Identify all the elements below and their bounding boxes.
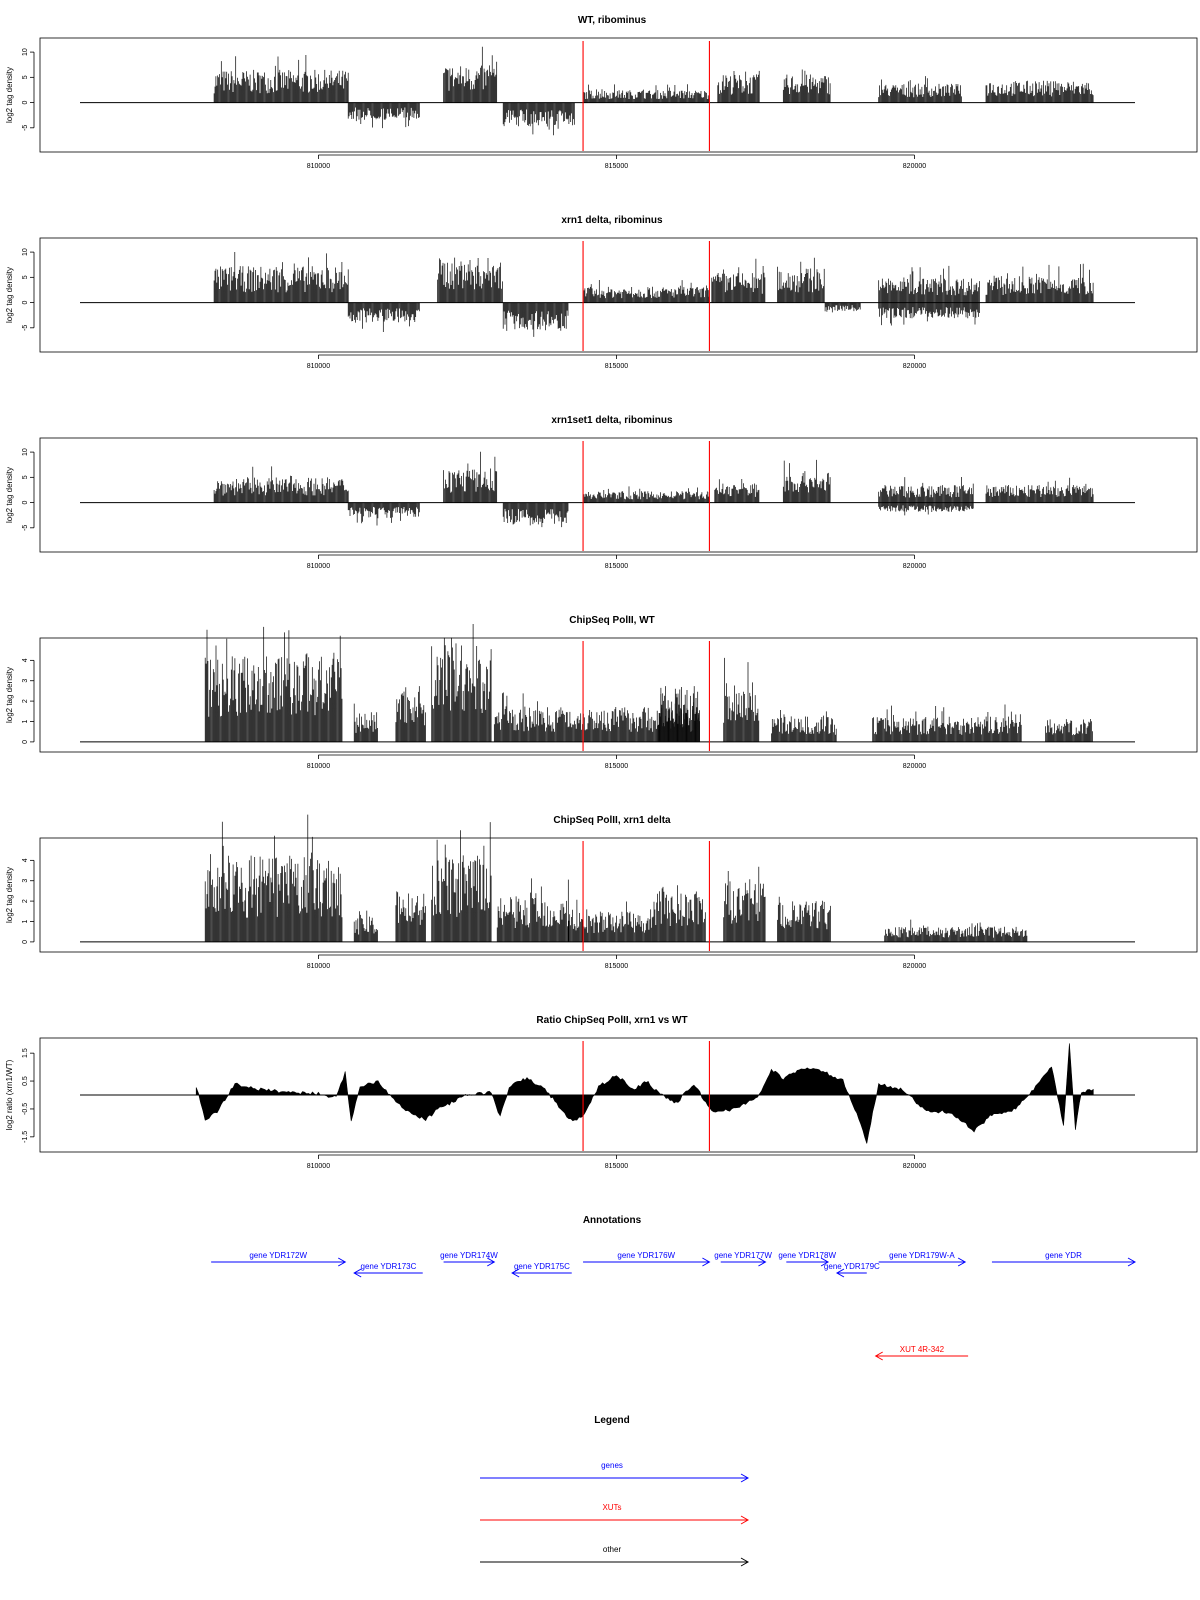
y-tick-label: 10 [22,48,29,56]
y-tick-label: 5 [22,475,29,480]
signal-bars [396,891,426,942]
panel-title: WT, ribominus [577,15,647,26]
panel-chipseq-polii-wt [5,615,1197,770]
x-tick-label: 810000 [306,363,331,370]
legend-item [480,1503,748,1524]
x-tick-label: 815000 [604,963,629,970]
x-tick-label: 815000 [604,1163,629,1170]
y-tick-label: 1 [22,719,29,724]
signal-bars [724,867,765,942]
signal-bars [771,710,836,742]
signal-bars [503,303,568,337]
plot-area [80,241,1135,351]
signal-segment [777,258,824,303]
signal-segment [503,103,574,136]
signal-bars [503,503,568,527]
signal-segment [503,503,568,527]
annotation-feature [714,1251,772,1266]
legend-label: other [602,1545,622,1554]
feature-label: gene YDR [1045,1251,1082,1260]
y-axis [22,1048,34,1143]
signal-segment [432,624,491,742]
panel-title: Ratio ChipSeq PolII, xrn1 vs WT [536,1015,688,1026]
x-tick-label: 815000 [604,163,629,170]
annotation-tracks [211,1251,1135,1360]
y-tick-label: 0 [22,939,29,944]
y-tick-label: 5 [22,75,29,80]
signal-segment [214,466,348,502]
signal-bars [783,70,830,103]
signal-bars [879,76,962,103]
y-tick-label: 2 [22,899,29,904]
signal-bars [497,878,568,942]
y-axis [22,48,34,131]
signal-bars [348,503,419,526]
annotation-feature [876,1345,968,1360]
signal-segment [718,71,759,103]
annotation-feature [512,1262,572,1277]
panel-title: ChipSeq PolII, WT [569,615,655,626]
signal-segment [348,503,419,526]
signal-bars [503,103,574,136]
feature-label: gene YDR173C [360,1262,417,1271]
plot-area [80,441,1135,551]
signal-bars [986,264,1093,303]
signal-segment [724,867,765,942]
legend-item [480,1461,748,1482]
signal-bars [205,627,342,742]
plot-area [80,624,1135,751]
x-tick-label: 820000 [902,563,927,570]
panel-title: xrn1set1 delta, ribominus [551,415,673,426]
signal-segment [214,252,348,303]
signal-bars [825,303,860,313]
signal-segment [354,704,377,742]
y-axis-label: log2 tag density [5,466,14,524]
signal-segment [658,686,699,742]
x-axis [307,555,927,570]
x-tick-label: 820000 [902,363,927,370]
signal-segment [348,103,419,129]
signal-bars [583,486,709,502]
x-tick-label: 810000 [306,1163,331,1170]
x-axis [307,1155,927,1170]
signal-segment [652,885,705,942]
panel-title: xrn1 delta, ribominus [561,215,663,226]
signal-segment [1046,719,1093,742]
signal-bars [569,900,652,942]
annotation-feature [824,1262,880,1277]
y-tick-label: 0.5 [22,1076,29,1086]
signal-segment [724,658,759,742]
y-axis [22,248,34,331]
x-tick-label: 820000 [902,963,927,970]
y-tick-label: 0 [22,739,29,744]
signal-segment [444,452,497,503]
signal-bars [432,822,491,942]
y-tick-label: 10 [22,248,29,256]
feature-label: gene YDR178W [778,1251,837,1260]
legend-item [480,1545,748,1566]
ratio-area [196,1043,1093,1143]
signal-segment [205,815,342,942]
legend-label: XUTs [602,1503,622,1512]
panel-ratio-chipseq [5,1015,1197,1170]
panel-xrn1set1-delta-ribominus [5,415,1197,570]
feature-label: gene YDR179C [823,1262,880,1271]
signal-bars [444,47,497,103]
signal-bars [205,815,342,942]
signal-segment [396,891,426,942]
y-tick-label: 1 [22,919,29,924]
signal-segment [354,911,377,942]
y-tick-label: 2 [22,699,29,704]
signal-segment [583,486,709,502]
y-tick-label: 5 [22,275,29,280]
signal-bars [885,920,1027,942]
feature-label: gene YDR174W [440,1251,498,1260]
y-axis [22,858,34,944]
signal-segment [986,81,1093,103]
signal-segment [583,280,709,303]
x-tick-label: 815000 [604,763,629,770]
signal-segment [583,84,709,102]
y-tick-label: 0 [22,300,29,305]
x-axis [307,155,927,170]
signal-bars [715,479,759,503]
signal-bars [783,460,830,503]
signal-bars [724,658,759,742]
y-axis-label: log2 tag density [5,666,14,724]
signal-segment [444,47,497,103]
signal-bars [658,686,699,742]
signal-bars [396,686,426,742]
signal-bars [444,452,497,503]
signal-bars [986,81,1093,103]
signal-bars [712,259,765,303]
signal-segment [873,705,1022,742]
y-tick-label: 4 [22,658,29,663]
y-tick-label: 10 [22,448,29,456]
y-tick-label: -0.5 [22,1102,29,1115]
signal-segment [438,258,503,303]
signal-segment [986,478,1093,503]
feature-label: gene YDR176W [617,1251,676,1260]
signal-segment [885,920,1027,942]
feature-label: gene YDR172W [249,1251,308,1260]
panel-title: ChipSeq PolII, xrn1 delta [553,815,671,826]
x-tick-label: 810000 [306,763,331,770]
signal-bars [718,71,759,103]
signal-segment [986,264,1093,303]
y-axis-label: log2 ratio (xrn1/WT) [5,1059,14,1131]
signal-bars [583,280,709,303]
signal-bars [1046,719,1093,742]
x-tick-label: 820000 [902,763,927,770]
x-tick-label: 815000 [604,563,629,570]
signal-bars [652,885,705,942]
signal-segment [503,303,568,337]
y-tick-label: -1.5 [22,1130,29,1143]
signal-segment [712,259,765,303]
annotations-title: Annotations [582,1215,642,1226]
signal-segment [396,686,426,742]
x-tick-label: 820000 [902,163,927,170]
signal-segment [879,503,974,516]
y-tick-label: -5 [22,324,29,331]
signal-bars [354,704,377,742]
signal-bars [777,897,830,942]
signal-segment [879,303,980,326]
x-tick-label: 815000 [604,363,629,370]
legend-panel [480,1415,748,1566]
annotation-feature [992,1251,1135,1266]
plot-area [80,1041,1135,1151]
signal-segment [348,303,419,332]
signal-bars [214,466,348,502]
signal-segment [432,822,491,942]
x-tick-label: 810000 [306,963,331,970]
legend-label: genes [601,1461,623,1470]
annotation-feature [211,1251,345,1266]
y-tick-label: 1.5 [22,1048,29,1059]
signal-segment [497,878,568,942]
legend-title: Legend [594,1415,630,1426]
y-tick-label: -5 [22,124,29,131]
x-axis [307,755,927,770]
annotation-feature [354,1262,423,1277]
plot-area [80,41,1135,151]
signal-bars [214,252,348,303]
y-axis-label: log2 tag density [5,66,14,124]
x-axis [307,955,927,970]
signal-segment [879,266,980,303]
plot-area [80,815,1135,951]
feature-label: XUT 4R-342 [899,1345,945,1354]
y-tick-label: 3 [22,878,29,883]
signal-bars [879,303,980,326]
signal-segment [771,710,836,742]
y-tick-label: -5 [22,524,29,531]
signal-segment [205,627,342,742]
signal-bars [879,266,980,303]
y-axis [22,658,34,744]
signal-bars [879,477,974,503]
y-tick-label: 3 [22,678,29,683]
signal-bars [354,911,377,942]
signal-segment [777,897,830,942]
annotation-feature [879,1251,965,1266]
signal-segment [879,477,974,503]
signal-bars [873,705,1022,742]
signal-segment [783,460,830,503]
signal-segment [783,70,830,103]
panel-xrn1-delta-ribominus [5,215,1197,370]
legend-items [480,1461,748,1566]
panel-chipseq-polii-xrn1-delta [5,815,1197,970]
x-tick-label: 820000 [902,1163,927,1170]
signal-bars [348,303,419,332]
annotations-panel [211,1215,1135,1360]
signal-segment [825,303,860,313]
signal-bars [583,84,709,102]
feature-label: gene YDR179W-A [889,1251,955,1260]
x-axis [307,355,927,370]
signal-bars [986,478,1093,503]
y-tick-label: 0 [22,100,29,105]
signal-bars [438,258,503,303]
feature-label: gene YDR175C [513,1262,570,1271]
signal-bars [879,503,974,516]
signal-segment [569,900,652,942]
signal-bars [432,624,491,742]
signal-segment [879,76,962,103]
y-axis-label: log2 tag density [5,866,14,924]
x-tick-label: 810000 [306,563,331,570]
y-tick-label: 4 [22,858,29,863]
y-tick-label: 0 [22,500,29,505]
x-tick-label: 810000 [306,163,331,170]
feature-label: gene YDR177W [714,1251,772,1260]
annotation-feature [440,1251,498,1266]
y-axis-label: log2 tag density [5,266,14,324]
signal-bars [214,55,348,103]
signal-segment [715,479,759,503]
annotation-feature [583,1251,709,1266]
signal-segment [214,55,348,103]
signal-bars [348,103,419,129]
panel-wt-ribominus [5,15,1197,170]
signal-bars [777,258,824,303]
y-axis [22,448,34,531]
